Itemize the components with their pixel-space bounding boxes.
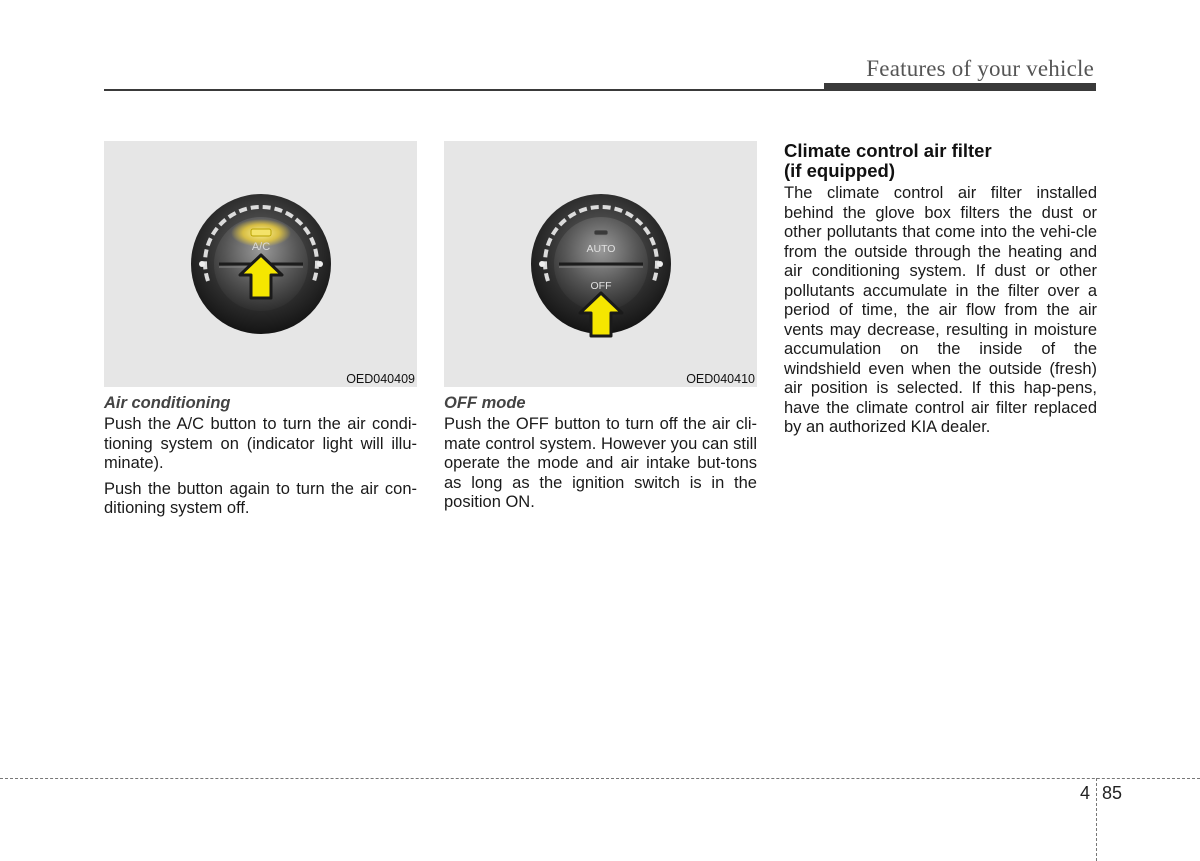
page-number: 85: [1102, 783, 1123, 803]
caption-off-mode: OFF mode: [444, 394, 526, 412]
knob-ac-button-icon: [104, 141, 417, 387]
auto-button-label: AUTO: [586, 243, 616, 255]
paragraph: The climate control air filter installed behind the glove box filters the dust or other pollutants that come into the vehi-cle from the outside through the heating and air conditioning system. If dust or other pollutants accumulate in the filter over a period of time, the air flow from the air vents may decrease, resulting in moisture accumulation on the inside of the windshield even when the outside (fresh) air position is selected. If this hap-pens, have the climate control air filter replaced by an authorized KIA dealer.: [784, 184, 1097, 436]
figure-code: OED040410: [686, 372, 755, 386]
paragraph: Push the OFF button to turn off the air cli-mate control system. However you can still operate the mode and air intake but-tons as long as the ignition switch is in the position ON.: [444, 415, 757, 511]
indicator-light: [251, 229, 271, 236]
figure-code: OED040409: [346, 372, 415, 386]
paragraph: Push the A/C button to turn the air condi-tioning system on (indicator light will illu-minate).: [104, 415, 417, 472]
footer-dashed-rule: [0, 778, 1200, 779]
ac-button-label: A/C: [251, 241, 271, 253]
caption-air-conditioning: Air conditioning: [104, 394, 231, 412]
paragraph: Push the button again to turn the air con-ditioning system off.: [104, 479, 417, 517]
section-title: [784, 141, 1097, 181]
header-rule: [104, 89, 1096, 91]
column-air-filter: [784, 141, 1097, 444]
knob-off-button-icon: [444, 141, 757, 387]
off-button-label: OFF: [590, 280, 612, 292]
column-off-mode: [444, 141, 757, 519]
figure-ac-button: [104, 141, 417, 387]
section-title-line: Climate control air filter: [784, 140, 992, 161]
chapter-number: 4: [1080, 783, 1091, 803]
page-header-title: Features of your vehicle: [866, 56, 1094, 81]
figure-off-button: [444, 141, 757, 387]
footer-dashed-divider: [1096, 778, 1097, 861]
section-title-line: (if equipped): [784, 160, 895, 181]
column-air-conditioning: [104, 141, 417, 525]
